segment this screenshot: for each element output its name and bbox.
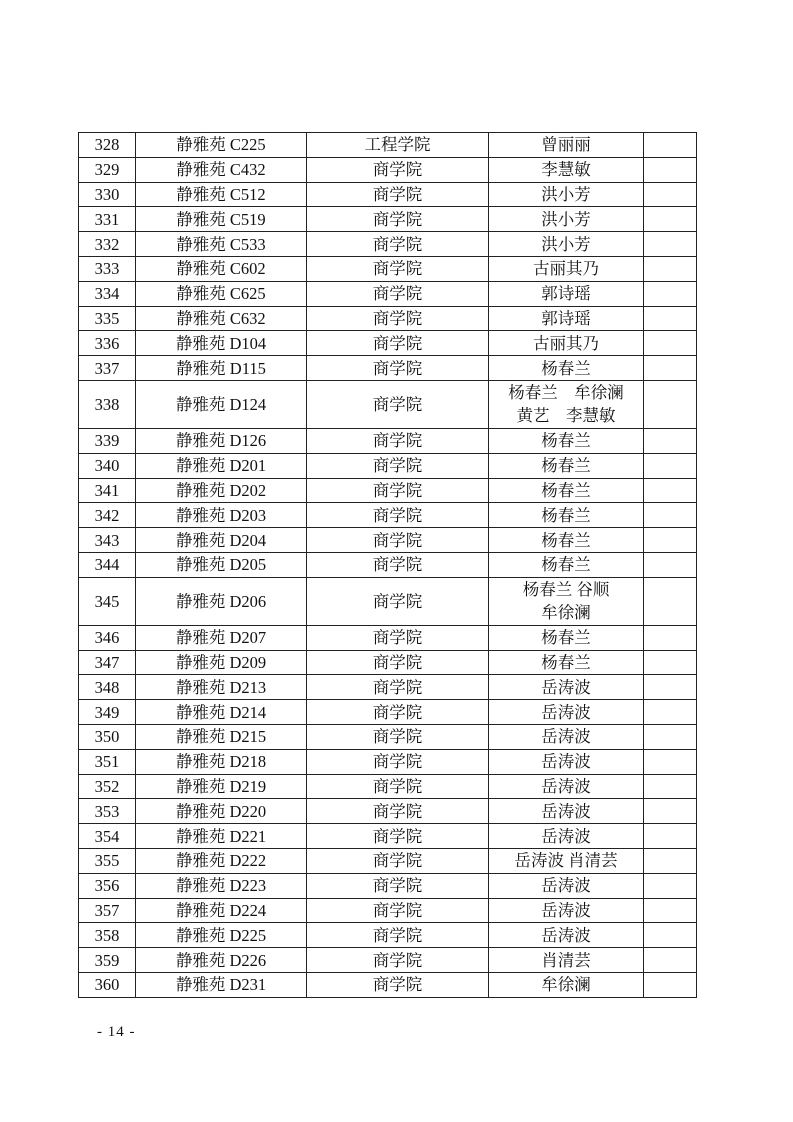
contact-names-cell	[489, 923, 644, 948]
contact-name: 杨春兰	[541, 505, 591, 525]
note-cell	[644, 948, 697, 973]
row-number-cell: 344	[79, 552, 136, 577]
room-cell: 静雅苑 D224	[136, 898, 307, 923]
contact-name: 牟徐澜	[541, 603, 591, 623]
room-cell: 静雅苑 D202	[136, 478, 307, 503]
contact-name: 岳涛波	[541, 727, 591, 747]
contact-names-cell	[489, 873, 644, 898]
college-cell: 商学院	[307, 528, 489, 553]
college-cell: 商学院	[307, 848, 489, 873]
note-cell	[644, 157, 697, 182]
table-row	[79, 650, 697, 675]
room-cell: 静雅苑 D220	[136, 799, 307, 824]
row-number-cell: 352	[79, 774, 136, 799]
note-cell	[644, 428, 697, 453]
table-row	[79, 923, 697, 948]
contact-name: 曾丽丽	[541, 135, 591, 155]
row-number-cell: 328	[79, 133, 136, 158]
note-cell	[644, 873, 697, 898]
college-cell: 商学院	[307, 972, 489, 997]
table-row	[79, 281, 697, 306]
college-cell: 商学院	[307, 503, 489, 528]
table-row	[79, 133, 697, 158]
room-cell: 静雅苑 D213	[136, 675, 307, 700]
note-cell	[644, 700, 697, 725]
room-cell: 静雅苑 D203	[136, 503, 307, 528]
row-number-cell: 340	[79, 453, 136, 478]
table-row	[79, 453, 697, 478]
table-row	[79, 700, 697, 725]
contact-name: 肖清芸	[541, 950, 591, 970]
note-cell	[644, 503, 697, 528]
contact-name: 岳涛波	[541, 826, 591, 846]
note-cell	[644, 824, 697, 849]
college-cell: 商学院	[307, 923, 489, 948]
row-number-cell: 354	[79, 824, 136, 849]
college-cell: 商学院	[307, 774, 489, 799]
contact-names-cell	[489, 428, 644, 453]
room-cell: 静雅苑 D204	[136, 528, 307, 553]
note-cell	[644, 774, 697, 799]
table-row	[79, 207, 697, 232]
contact-name: 杨春兰 谷顺	[522, 580, 610, 600]
contact-name: 杨春兰	[541, 652, 591, 672]
table-row	[79, 356, 697, 381]
contact-names-cell	[489, 650, 644, 675]
row-number-cell: 334	[79, 281, 136, 306]
college-cell: 工程学院	[307, 133, 489, 158]
row-number-cell: 336	[79, 331, 136, 356]
table-row	[79, 898, 697, 923]
college-cell: 商学院	[307, 724, 489, 749]
room-cell: 静雅苑 C602	[136, 256, 307, 281]
contact-name: 古丽其乃	[533, 333, 599, 353]
contact-names-cell	[489, 503, 644, 528]
row-number-cell: 338	[79, 380, 136, 428]
table-row	[79, 824, 697, 849]
table-row	[79, 724, 697, 749]
contact-names-cell	[489, 232, 644, 257]
contact-name: 岳涛波	[541, 702, 591, 722]
note-cell	[644, 453, 697, 478]
table-row	[79, 256, 697, 281]
contact-name: 郭诗瑶	[541, 308, 591, 328]
row-number-cell: 345	[79, 577, 136, 625]
contact-names-cell	[489, 898, 644, 923]
contact-name: 岳涛波 肖清芸	[514, 851, 618, 871]
contact-name: 岳涛波	[541, 900, 591, 920]
contact-name: 李慧敏	[541, 160, 591, 180]
contact-names-cell	[489, 528, 644, 553]
row-number-cell: 353	[79, 799, 136, 824]
college-cell: 商学院	[307, 873, 489, 898]
contact-names-cell	[489, 306, 644, 331]
contact-name: 杨春兰	[541, 628, 591, 648]
row-number-cell: 360	[79, 972, 136, 997]
table-row	[79, 873, 697, 898]
row-number-cell: 350	[79, 724, 136, 749]
contact-name: 杨春兰	[541, 530, 591, 550]
table-row	[79, 306, 697, 331]
contact-names-cell	[489, 749, 644, 774]
row-number-cell: 337	[79, 356, 136, 381]
table-row	[79, 528, 697, 553]
contact-name: 黄艺 李慧敏	[516, 406, 616, 426]
room-cell: 静雅苑 D215	[136, 724, 307, 749]
note-cell	[644, 552, 697, 577]
contact-names-cell	[489, 848, 644, 873]
college-cell: 商学院	[307, 182, 489, 207]
college-cell: 商学院	[307, 700, 489, 725]
table-body	[79, 133, 697, 998]
table-row	[79, 749, 697, 774]
contact-name: 岳涛波	[541, 876, 591, 896]
page-number: - 14 -	[97, 1024, 136, 1040]
room-cell: 静雅苑 D126	[136, 428, 307, 453]
note-cell	[644, 478, 697, 503]
table-row	[79, 380, 697, 428]
college-cell: 商学院	[307, 898, 489, 923]
room-cell: 静雅苑 C512	[136, 182, 307, 207]
contact-names-cell	[489, 478, 644, 503]
contact-name: 洪小芳	[541, 184, 591, 204]
room-cell: 静雅苑 D124	[136, 380, 307, 428]
table-row	[79, 428, 697, 453]
note-cell	[644, 207, 697, 232]
table-row	[79, 503, 697, 528]
contact-names-cell	[489, 824, 644, 849]
contact-name: 洪小芳	[541, 234, 591, 254]
college-cell: 商学院	[307, 157, 489, 182]
college-cell: 商学院	[307, 625, 489, 650]
college-cell: 商学院	[307, 453, 489, 478]
note-cell	[644, 749, 697, 774]
note-cell	[644, 923, 697, 948]
contact-names-cell	[489, 724, 644, 749]
contact-name: 杨春兰	[541, 555, 591, 575]
row-number-cell: 357	[79, 898, 136, 923]
contact-names-cell	[489, 948, 644, 973]
contact-name: 杨春兰	[541, 358, 591, 378]
row-number-cell: 351	[79, 749, 136, 774]
room-cell: 静雅苑 D209	[136, 650, 307, 675]
row-number-cell: 333	[79, 256, 136, 281]
contact-names-cell	[489, 157, 644, 182]
contact-names-cell	[489, 256, 644, 281]
room-cell: 静雅苑 C632	[136, 306, 307, 331]
contact-names-cell	[489, 331, 644, 356]
college-cell: 商学院	[307, 331, 489, 356]
note-cell	[644, 232, 697, 257]
room-cell: 静雅苑 C519	[136, 207, 307, 232]
college-cell: 商学院	[307, 428, 489, 453]
contact-names-cell	[489, 774, 644, 799]
room-cell: 静雅苑 D214	[136, 700, 307, 725]
row-number-cell: 342	[79, 503, 136, 528]
college-cell: 商学院	[307, 380, 489, 428]
contact-names-cell	[489, 577, 644, 625]
college-cell: 商学院	[307, 281, 489, 306]
college-cell: 商学院	[307, 356, 489, 381]
room-cell: 静雅苑 C533	[136, 232, 307, 257]
table-row	[79, 331, 697, 356]
room-cell: 静雅苑 C432	[136, 157, 307, 182]
row-number-cell: 349	[79, 700, 136, 725]
contact-name: 牟徐澜	[541, 975, 591, 995]
college-cell: 商学院	[307, 675, 489, 700]
row-number-cell: 339	[79, 428, 136, 453]
note-cell	[644, 356, 697, 381]
table-row	[79, 577, 697, 625]
note-cell	[644, 380, 697, 428]
dormitory-table	[78, 132, 697, 998]
table-row	[79, 232, 697, 257]
contact-names-cell	[489, 453, 644, 478]
contact-name: 岳涛波	[541, 801, 591, 821]
note-cell	[644, 724, 697, 749]
room-cell: 静雅苑 D205	[136, 552, 307, 577]
document-page	[78, 132, 691, 998]
contact-name: 杨春兰	[541, 431, 591, 451]
room-cell: 静雅苑 C625	[136, 281, 307, 306]
contact-names-cell	[489, 281, 644, 306]
contact-names-cell	[489, 552, 644, 577]
room-cell: 静雅苑 C225	[136, 133, 307, 158]
table-row	[79, 625, 697, 650]
contact-names-cell	[489, 700, 644, 725]
contact-names-cell	[489, 380, 644, 428]
room-cell: 静雅苑 D201	[136, 453, 307, 478]
college-cell: 商学院	[307, 577, 489, 625]
college-cell: 商学院	[307, 799, 489, 824]
row-number-cell: 332	[79, 232, 136, 257]
contact-names-cell	[489, 675, 644, 700]
row-number-cell: 356	[79, 873, 136, 898]
note-cell	[644, 306, 697, 331]
note-cell	[644, 625, 697, 650]
contact-name: 洪小芳	[541, 209, 591, 229]
contact-name: 杨春兰	[541, 480, 591, 500]
table-row	[79, 552, 697, 577]
row-number-cell: 355	[79, 848, 136, 873]
note-cell	[644, 898, 697, 923]
college-cell: 商学院	[307, 232, 489, 257]
table-row	[79, 157, 697, 182]
table-row	[79, 948, 697, 973]
row-number-cell: 358	[79, 923, 136, 948]
note-cell	[644, 256, 697, 281]
note-cell	[644, 972, 697, 997]
table-row	[79, 774, 697, 799]
contact-name: 岳涛波	[541, 677, 591, 697]
table-row	[79, 848, 697, 873]
note-cell	[644, 281, 697, 306]
contact-names-cell	[489, 356, 644, 381]
college-cell: 商学院	[307, 207, 489, 232]
contact-names-cell	[489, 182, 644, 207]
row-number-cell: 347	[79, 650, 136, 675]
contact-names-cell	[489, 207, 644, 232]
room-cell: 静雅苑 D221	[136, 824, 307, 849]
college-cell: 商学院	[307, 478, 489, 503]
row-number-cell: 341	[79, 478, 136, 503]
row-number-cell: 343	[79, 528, 136, 553]
row-number-cell: 359	[79, 948, 136, 973]
room-cell: 静雅苑 D218	[136, 749, 307, 774]
note-cell	[644, 675, 697, 700]
row-number-cell: 330	[79, 182, 136, 207]
contact-names-cell	[489, 133, 644, 158]
table-row	[79, 182, 697, 207]
row-number-cell: 346	[79, 625, 136, 650]
contact-names-cell	[489, 799, 644, 824]
room-cell: 静雅苑 D206	[136, 577, 307, 625]
room-cell: 静雅苑 D222	[136, 848, 307, 873]
room-cell: 静雅苑 D225	[136, 923, 307, 948]
room-cell: 静雅苑 D104	[136, 331, 307, 356]
contact-name: 杨春兰 牟徐澜	[508, 383, 624, 403]
contact-name: 古丽其乃	[533, 259, 599, 279]
note-cell	[644, 331, 697, 356]
college-cell: 商学院	[307, 256, 489, 281]
note-cell	[644, 133, 697, 158]
note-cell	[644, 650, 697, 675]
row-number-cell: 331	[79, 207, 136, 232]
table-row	[79, 799, 697, 824]
college-cell: 商学院	[307, 650, 489, 675]
note-cell	[644, 799, 697, 824]
college-cell: 商学院	[307, 552, 489, 577]
table-row	[79, 478, 697, 503]
college-cell: 商学院	[307, 306, 489, 331]
row-number-cell: 348	[79, 675, 136, 700]
room-cell: 静雅苑 D223	[136, 873, 307, 898]
college-cell: 商学院	[307, 948, 489, 973]
room-cell: 静雅苑 D226	[136, 948, 307, 973]
contact-name: 杨春兰	[541, 456, 591, 476]
room-cell: 静雅苑 D207	[136, 625, 307, 650]
note-cell	[644, 528, 697, 553]
college-cell: 商学院	[307, 749, 489, 774]
contact-name: 岳涛波	[541, 776, 591, 796]
room-cell: 静雅苑 D219	[136, 774, 307, 799]
table-row	[79, 972, 697, 997]
note-cell	[644, 848, 697, 873]
contact-name: 郭诗瑶	[541, 284, 591, 304]
contact-names-cell	[489, 625, 644, 650]
note-cell	[644, 182, 697, 207]
row-number-cell: 329	[79, 157, 136, 182]
table-row	[79, 675, 697, 700]
college-cell: 商学院	[307, 824, 489, 849]
row-number-cell: 335	[79, 306, 136, 331]
contact-names-cell	[489, 972, 644, 997]
note-cell	[644, 577, 697, 625]
contact-name: 岳涛波	[541, 925, 591, 945]
room-cell: 静雅苑 D115	[136, 356, 307, 381]
room-cell: 静雅苑 D231	[136, 972, 307, 997]
contact-name: 岳涛波	[541, 752, 591, 772]
